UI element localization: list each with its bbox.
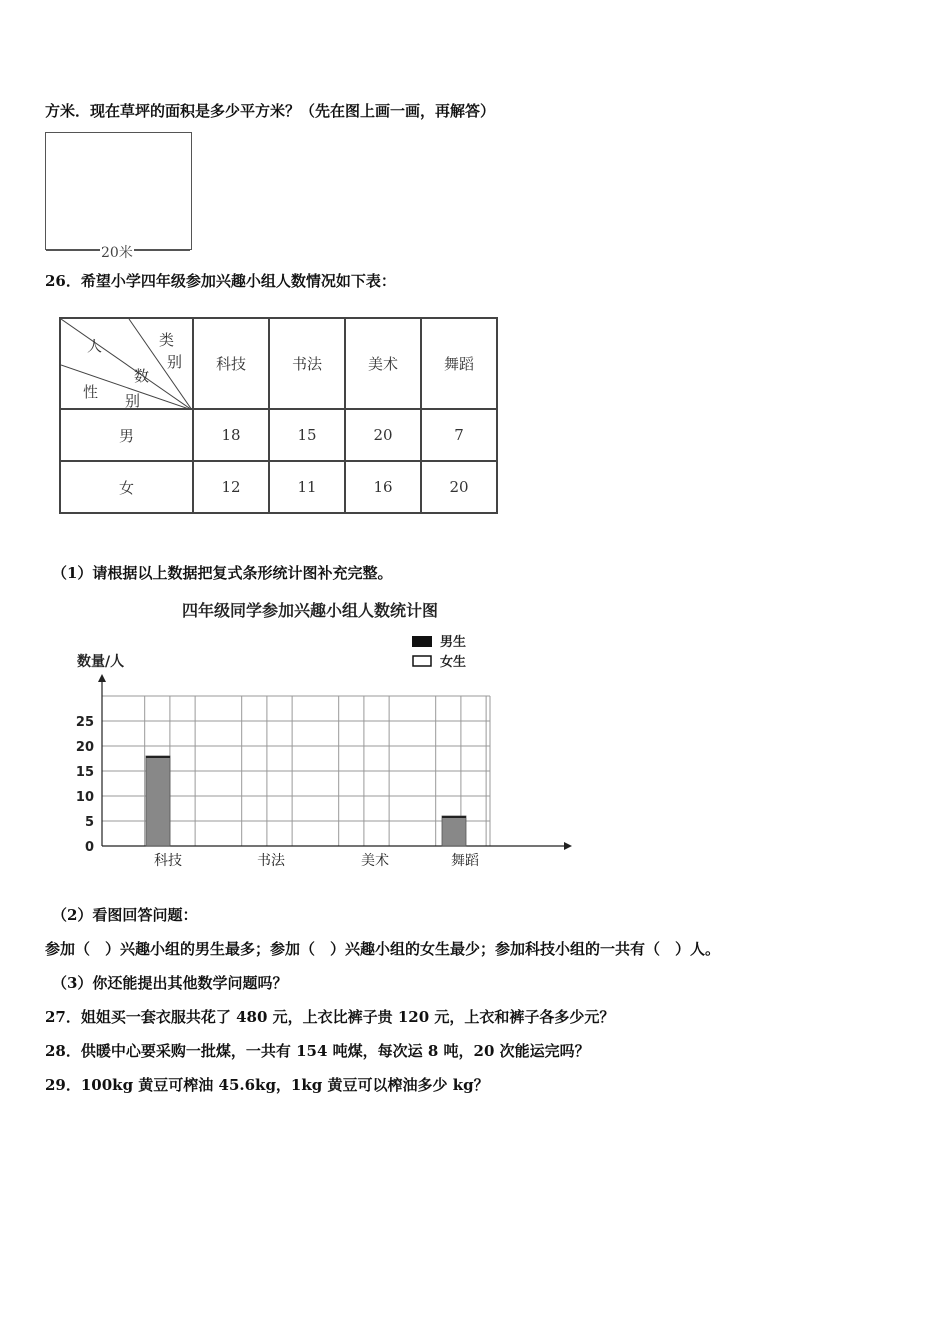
- table-corner-cell: [60, 318, 193, 409]
- q26-part1: （1）请根据以上数据把复式条形统计图补充完整。: [52, 564, 393, 582]
- x-tick-label: 美术: [361, 853, 389, 869]
- bar-male: [146, 756, 170, 846]
- q26-part3: （3）你还能提出其他数学问题吗？: [52, 974, 288, 992]
- y-axis-arrow: [98, 674, 106, 682]
- corner-bie-bottom: 别: [125, 392, 141, 410]
- corner-bie-top: 别: [167, 353, 183, 371]
- legend-female-label: 女生: [440, 655, 467, 670]
- x-tick-label: 科技: [154, 853, 182, 869]
- corner-xing: 性: [83, 383, 99, 401]
- cell-female-meishu: 16: [345, 461, 421, 513]
- dimension-line: [44, 243, 194, 259]
- cell-male-wudao: 7: [421, 409, 497, 461]
- cell-female-keji: 12: [193, 461, 269, 513]
- dimension-label: 20米: [100, 242, 134, 262]
- bar-chart-svg: [60, 596, 580, 876]
- x-tick-label: 舞蹈: [451, 853, 479, 869]
- cell-male-keji: 18: [193, 409, 269, 461]
- chart-title: 四年级同学参加兴趣小组人数统计图: [181, 601, 439, 620]
- cell-male-shufa: 15: [269, 409, 345, 461]
- x-axis-arrow: [564, 842, 572, 850]
- chart-bars: [146, 756, 466, 846]
- row-label-male: 男: [60, 409, 193, 461]
- x-tick-label: 书法: [257, 853, 285, 869]
- lawn-square-figure: [44, 131, 194, 261]
- q28: 28．供暖中心要采购一批煤，一共有 154 吨煤，每次运 8 吨，20 次能运完吗？: [45, 1042, 590, 1060]
- y-tick-label: 5: [84, 815, 94, 830]
- legend-male-label: 男生: [440, 635, 467, 650]
- legend-female-swatch: [413, 656, 431, 666]
- y-tick-label: 25: [75, 715, 94, 730]
- cell-female-shufa: 11: [269, 461, 345, 513]
- header-shufa: 书法: [269, 318, 345, 409]
- legend-male-swatch: [412, 636, 432, 647]
- q26-part2-title: （2）看图回答问题：: [52, 906, 198, 924]
- q26-part2-text: 参加（ ）兴趣小组的男生最多；参加（ ）兴趣小组的女生最少；参加科技小组的一共有（ ）人。: [45, 940, 721, 958]
- q26-title: 26．希望小学四年级参加兴趣小组人数情况如下表：: [45, 272, 396, 290]
- q27: 27．姐姐买一套衣服共花了 480 元，上衣比裤子贵 120 元，上衣和裤子各多少元？: [45, 1008, 615, 1026]
- cell-female-wudao: 20: [421, 461, 497, 513]
- row-label-female: 女: [60, 461, 193, 513]
- table-row: [60, 461, 497, 513]
- intro-line: 方米．现在草坪的面积是多少平方米？（先在图上画一画，再解答）: [45, 102, 496, 120]
- interest-group-table: [59, 317, 498, 514]
- lawn-square: [45, 132, 192, 250]
- header-keji: 科技: [193, 318, 269, 409]
- y-tick-label: 10: [75, 790, 94, 805]
- chart-y-axis-label: 数量/人: [77, 654, 125, 670]
- bar-male: [442, 816, 466, 846]
- bar-male-top: [442, 816, 466, 818]
- header-meishu: 美术: [345, 318, 421, 409]
- cell-male-meishu: 20: [345, 409, 421, 461]
- table-row: [60, 409, 497, 461]
- header-wudao: 舞蹈: [421, 318, 497, 409]
- corner-shu: 数: [134, 367, 150, 385]
- y-tick-label: 20: [75, 740, 94, 755]
- bar-chart: [60, 596, 580, 880]
- corner-ren: 人: [87, 337, 103, 355]
- corner-lei: 类: [159, 331, 175, 349]
- q29: 29．100kg 黄豆可榨油 45.6kg，1kg 黄豆可以榨油多少 kg？: [45, 1076, 489, 1094]
- bar-male-top: [146, 756, 170, 758]
- y-tick-label: 0: [84, 840, 94, 855]
- y-tick-label: 15: [75, 765, 94, 780]
